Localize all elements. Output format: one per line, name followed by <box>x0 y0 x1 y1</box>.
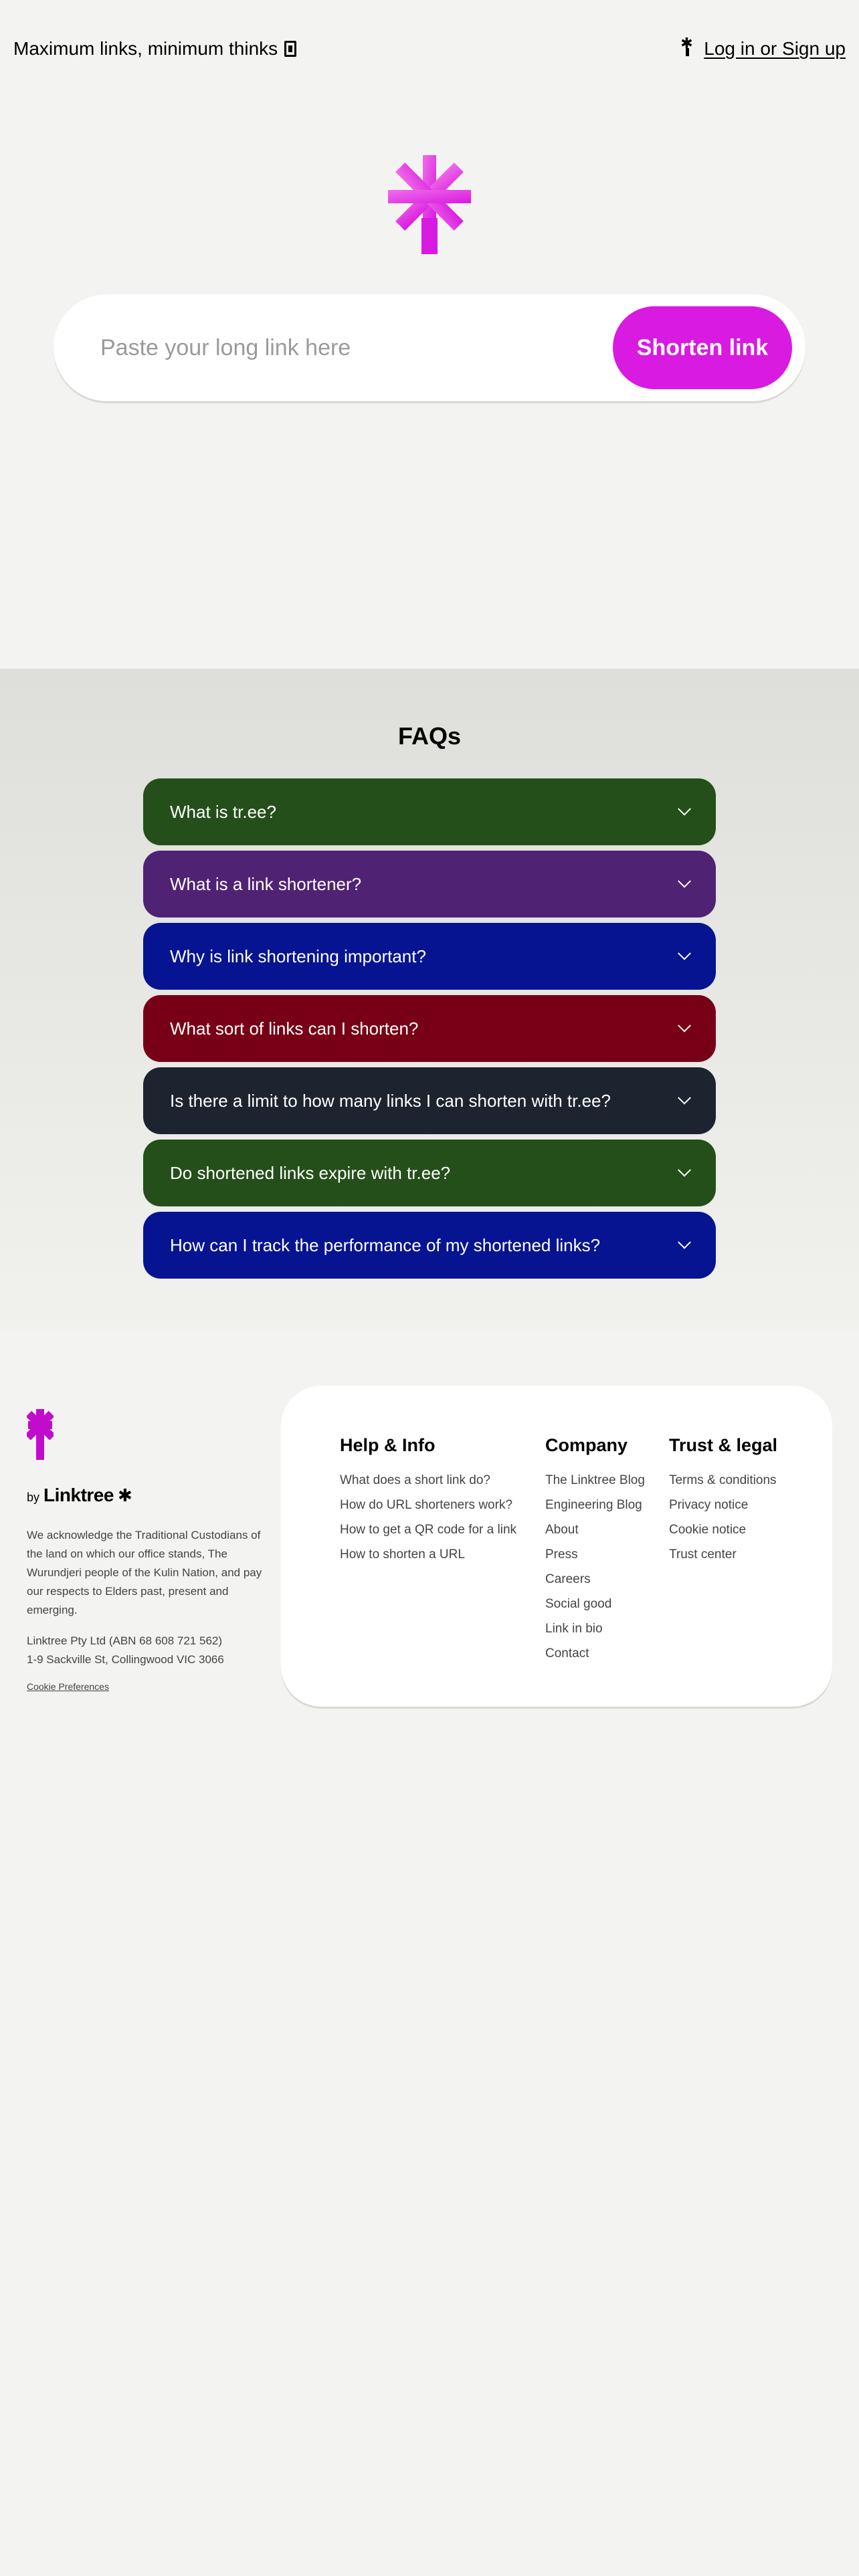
footer-link[interactable]: Link in bio <box>545 1622 603 1636</box>
footer-links-card <box>281 1386 832 1707</box>
chevron-down-icon <box>678 1236 691 1249</box>
faq-question: How can I track the performance of my shortened links? <box>170 1235 601 1255</box>
footer-link[interactable]: What does a short link do? <box>340 1473 490 1487</box>
faq-item[interactable] <box>143 1212 716 1279</box>
footer-link[interactable]: Careers <box>545 1572 591 1586</box>
footer-link[interactable]: Cookie notice <box>669 1523 747 1537</box>
linktree-icon <box>682 40 692 58</box>
tagline-text: Maximum links, minimum thinks <box>13 38 278 59</box>
by-label: by <box>27 1491 40 1504</box>
chevron-down-icon <box>678 875 691 888</box>
faq-item[interactable] <box>143 851 716 918</box>
footer-link[interactable]: Trust center <box>669 1547 737 1562</box>
asterisk-icon: ✱ <box>117 1485 132 1505</box>
shorten-link-form <box>54 294 805 401</box>
footer-link[interactable]: Contact <box>545 1646 589 1660</box>
footer-link[interactable]: How do URL shorteners work? <box>340 1498 513 1512</box>
faq-section <box>0 669 859 1331</box>
footer-column-title: Trust & legal <box>669 1435 778 1455</box>
footer-link[interactable]: Engineering Blog <box>545 1498 642 1512</box>
by-linktree <box>27 1485 268 1506</box>
tagline <box>13 38 296 60</box>
footer-brand <box>27 1408 268 1693</box>
faq-question: Is there a limit to how many links I can shorten with tr.ee? <box>170 1090 611 1111</box>
faq-question: Why is link shortening important? <box>170 946 426 966</box>
footer-link[interactable]: Terms & conditions <box>669 1473 777 1487</box>
faq-item[interactable] <box>143 778 716 845</box>
faq-title: FAQs <box>397 722 462 750</box>
footer-link[interactable]: How to shorten a URL <box>340 1547 465 1562</box>
footer-link[interactable]: About <box>545 1523 579 1537</box>
chevron-down-icon <box>678 947 691 960</box>
faq-item[interactable] <box>143 923 716 990</box>
linktree-wordmark: Linktree <box>43 1485 114 1505</box>
footer-column <box>340 1435 516 1567</box>
footer-link[interactable]: The Linktree Blog <box>545 1473 645 1487</box>
footer-link[interactable]: Privacy notice <box>669 1498 749 1512</box>
footer-column <box>669 1435 777 1567</box>
chevron-down-icon <box>678 802 691 816</box>
long-link-input[interactable] <box>100 335 613 361</box>
auth-area <box>682 38 846 60</box>
footer-column <box>545 1435 645 1666</box>
footer-column-title: Help & Info <box>340 1435 436 1455</box>
footer-link[interactable]: Press <box>545 1547 578 1562</box>
cookie-preferences-link[interactable]: Cookie Preferences <box>27 1681 109 1692</box>
chevron-down-icon <box>678 1164 691 1177</box>
chevron-down-icon <box>678 1019 691 1033</box>
login-signup-link[interactable]: Log in or Sign up <box>704 38 846 59</box>
brain-icon <box>284 41 296 57</box>
faq-question: What is tr.ee? <box>170 801 276 822</box>
footer-link[interactable]: How to get a QR code for a link <box>340 1523 517 1537</box>
faq-item[interactable] <box>143 995 716 1062</box>
faq-question: What sort of links can I shorten? <box>170 1018 419 1039</box>
chevron-down-icon <box>678 1091 691 1105</box>
site-header <box>0 0 859 98</box>
acknowledgement-text: We acknowledge the Traditional Custodians of the land on which our office stands, The Wurundjeri people of the Kulin Nation, and pay our respects to Elders past, present and emerging. <box>27 1529 262 1616</box>
linktree-asterisk-logo <box>388 155 471 254</box>
faq-item[interactable] <box>143 1140 716 1206</box>
shorten-link-button[interactable]: Shorten link <box>613 306 792 389</box>
faq-question: Do shortened links expire with tr.ee? <box>170 1162 451 1183</box>
faq-list <box>143 778 716 1284</box>
company-line-2: 1-9 Sackville St, Collingwood VIC 3066 <box>27 1653 224 1666</box>
footer-link[interactable]: Social good <box>545 1597 612 1611</box>
linktree-logo-icon <box>27 1408 54 1461</box>
faq-item[interactable] <box>143 1067 716 1134</box>
faq-question: What is a link shortener? <box>170 873 362 894</box>
company-info <box>27 1632 268 1669</box>
footer-column-title: Company <box>545 1435 628 1455</box>
company-line-1: Linktree Pty Ltd (ABN 68 608 721 562) <box>27 1634 223 1647</box>
